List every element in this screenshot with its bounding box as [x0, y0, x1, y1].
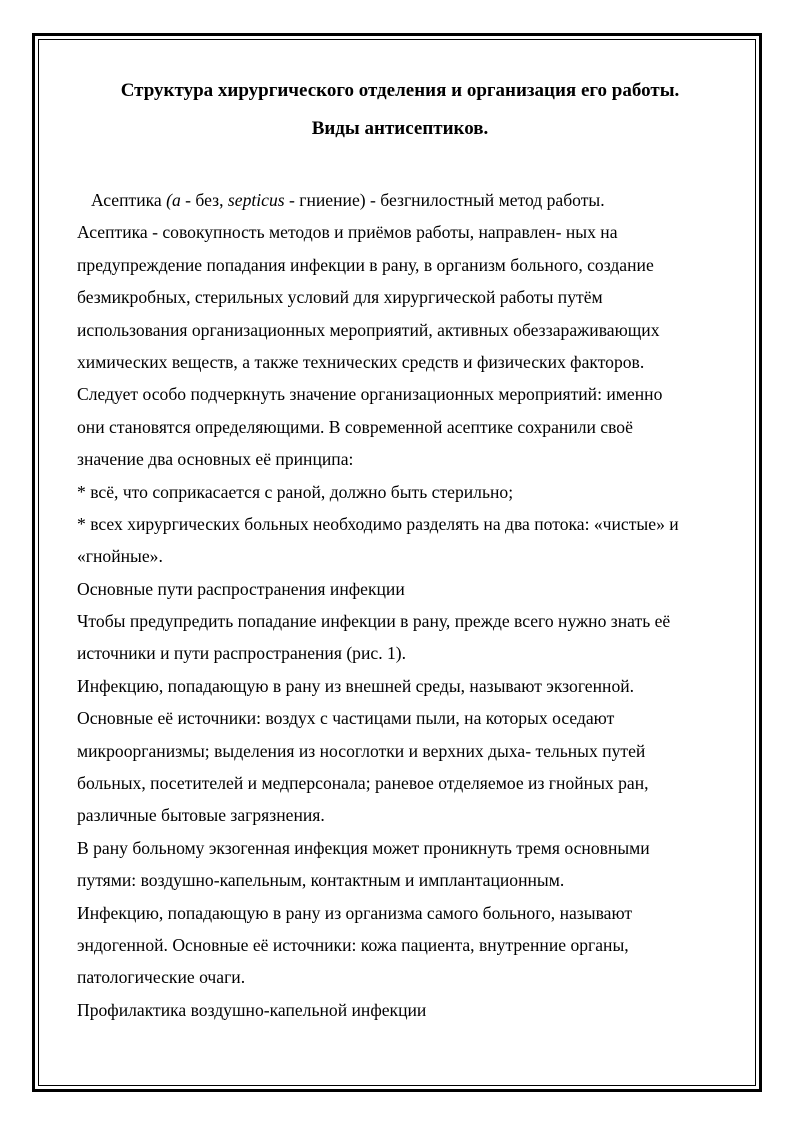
text-line: Основные её источники: воздух с частицами пыли, на которых оседают: [77, 708, 615, 729]
text-line: источники и пути распространения (рис. 1).: [77, 643, 407, 664]
text-line: предупреждение попадания инфекции в рану, в организм больного, создание: [77, 254, 654, 275]
etymology-prefix: (а: [166, 190, 181, 210]
text-line: Следует особо подчеркнуть значение организационных мероприятий: именно: [77, 384, 663, 405]
text-line: эндогенной. Основные её источники: кожа пациента, внутренние органы,: [77, 934, 629, 955]
definition-text: - гниение) - безгнилостный метод работы.: [284, 190, 605, 210]
text-line: Чтобы предупредить попадание инфекции в рану, прежде всего нужно знать её: [77, 611, 671, 632]
text-line: Основные пути распространения инфекции: [77, 578, 405, 599]
document-subtitle: Виды антисептиков.: [311, 118, 489, 139]
text-line: патологические очаги.: [77, 967, 246, 988]
text-line: значение два основных её принципа:: [77, 449, 354, 470]
text-line: путями: воздушно-капельным, контактным и имплантационным.: [77, 870, 565, 891]
text-line: они становятся определяющими. В современной асептике сохранили своё: [77, 416, 633, 437]
text-line: * всё, что соприкасается с раной, должно быть стерильно;: [77, 481, 514, 502]
text-line: * всех хирургических больных необходимо разделять на два потока: «чистые» и: [77, 513, 679, 534]
text-line: «гнойные».: [77, 546, 163, 567]
etymology-text: - без,: [180, 190, 228, 210]
text-line: [77, 184, 747, 216]
text-line: Профилактика воздушно-капельной инфекции: [77, 999, 427, 1020]
text-line: различные бытовые загрязнения.: [77, 805, 325, 826]
text-line: использования организационных мероприятий, активных обеззараживающих: [77, 319, 660, 340]
text-line: Инфекцию, попадающую в рану из внешней среды, называют экзогенной.: [77, 675, 635, 696]
text-line: безмикробных, стерильных условий для хирургической работы путём: [77, 287, 603, 308]
text-line: Инфекцию, попадающую в рану из организма самого больного, называют: [77, 902, 633, 923]
text-line: В рану больному экзогенная инфекция может проникнуть тремя основными: [77, 837, 650, 858]
term-asepsis: Асептика: [91, 190, 167, 210]
text-line: микроорганизмы; выделения из носоглотки и верхних дыха- тельных путей: [77, 740, 646, 761]
document-body: [77, 184, 747, 1026]
document-title: Структура хирургического отделения и организация его работы.: [120, 80, 680, 101]
text-line: химических веществ, а также технических средств и физических факторов.: [77, 351, 645, 372]
text-line: Асептика - совокупность методов и приёмов работы, направлен- ных на: [77, 222, 618, 243]
text-line: больных, посетителей и медперсонала; раневое отделяемое из гнойных ран,: [77, 773, 649, 794]
etymology-latin-term: septicus: [227, 190, 285, 210]
